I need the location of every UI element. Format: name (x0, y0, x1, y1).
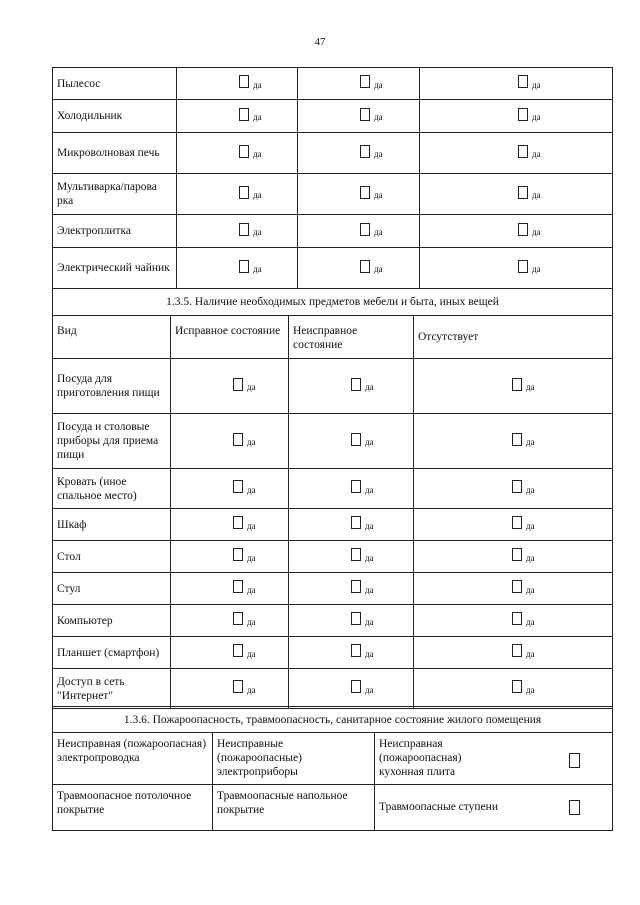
checkbox-label: да (532, 227, 541, 238)
hazard-label: Неисправная (пожароопасная) электропроводка (53, 733, 213, 785)
furniture-table (52, 288, 613, 709)
checkbox[interactable] (360, 223, 370, 236)
checkbox-label: да (365, 584, 374, 595)
checkbox[interactable] (233, 480, 243, 493)
column-header: Исправное состояние (171, 316, 289, 359)
checkbox[interactable] (518, 223, 528, 236)
checkbox-cell (298, 215, 420, 248)
checkbox-cell (298, 174, 420, 215)
checkbox-label: да (374, 149, 383, 160)
checkbox-label: да (526, 552, 535, 563)
checkbox-label: да (247, 584, 256, 595)
checkbox[interactable] (239, 260, 249, 273)
header-row (53, 316, 613, 359)
checkbox-cell (289, 469, 414, 509)
checkbox-label: да (526, 382, 535, 393)
checkbox-label: да (526, 437, 535, 448)
checkbox-label: да (526, 616, 535, 627)
checkbox-cell (171, 605, 289, 637)
checkbox-label: да (247, 552, 256, 563)
checkbox[interactable] (512, 433, 522, 446)
checkbox[interactable] (233, 378, 243, 391)
checkbox-cell (177, 174, 298, 215)
item-label: Микроволновая печь (53, 133, 177, 174)
checkbox-cell (298, 133, 420, 174)
checkbox-cell (289, 509, 414, 541)
checkbox-label: да (365, 552, 374, 563)
table-row (53, 68, 613, 100)
checkbox-cell (171, 573, 289, 605)
item-label: Холодильник (53, 100, 177, 133)
checkbox[interactable] (512, 580, 522, 593)
checkbox-label: да (247, 437, 256, 448)
checkbox-label: да (374, 79, 383, 90)
checkbox-cell (420, 215, 613, 248)
hazard-label: Травмоопасное потолочное покрытие (53, 785, 213, 831)
checkbox-label: да (247, 684, 256, 695)
table-row (53, 469, 613, 509)
table-row (53, 509, 613, 541)
checkbox-label: да (526, 648, 535, 659)
column-header: Вид (53, 316, 171, 359)
column-header: Отсутствует (414, 316, 613, 359)
checkbox-cell (171, 509, 289, 541)
item-label: Шкаф (53, 509, 171, 541)
checkbox[interactable] (360, 260, 370, 273)
checkbox[interactable] (233, 680, 243, 693)
checkbox-cell (177, 133, 298, 174)
item-label: Стул (53, 573, 171, 605)
checkbox[interactable] (233, 580, 243, 593)
appliances-table (52, 67, 613, 289)
checkbox-label: да (247, 382, 256, 393)
table-row (53, 215, 613, 248)
checkbox-cell (171, 669, 289, 709)
checkbox-label: да (365, 684, 374, 695)
checkbox-cell (171, 359, 289, 414)
page-number: 47 (314, 36, 326, 48)
checkbox-cell (289, 637, 414, 669)
checkbox-cell (177, 215, 298, 248)
checkbox[interactable] (351, 433, 361, 446)
safety-table (52, 706, 613, 831)
checkbox[interactable] (233, 433, 243, 446)
checkbox-label: да (365, 437, 374, 448)
item-label: Посуда и столовые приборы для приема пищи (53, 414, 171, 469)
checkbox[interactable] (569, 800, 580, 815)
checkbox[interactable] (360, 108, 370, 121)
hazard-cell (375, 785, 613, 831)
checkbox-label: да (365, 648, 374, 659)
checkbox[interactable] (569, 753, 580, 768)
checkbox-cell (289, 605, 414, 637)
section-title: 1.3.6. Пожароопасность, травмоопасность, санитарное состояние жилого помещения (53, 707, 613, 733)
checkbox-cell (298, 248, 420, 289)
table-row (53, 733, 613, 785)
checkbox-cell (177, 68, 298, 100)
checkbox[interactable] (360, 145, 370, 158)
checkbox[interactable] (512, 644, 522, 657)
checkbox-cell (420, 68, 613, 100)
checkbox[interactable] (351, 378, 361, 391)
checkbox[interactable] (360, 75, 370, 88)
checkbox[interactable] (351, 612, 361, 625)
checkbox[interactable] (512, 680, 522, 693)
hazard-label: Травмоопасные напольное покрытие (213, 785, 375, 831)
section-title-row (53, 707, 613, 733)
checkbox-cell (289, 573, 414, 605)
checkbox-cell (414, 469, 613, 509)
checkbox[interactable] (239, 75, 249, 88)
checkbox-cell (420, 100, 613, 133)
checkbox-cell (414, 414, 613, 469)
checkbox-label: да (247, 616, 256, 627)
checkbox[interactable] (351, 580, 361, 593)
checkbox-label: да (253, 264, 262, 275)
table-row (53, 248, 613, 289)
checkbox-label: да (526, 684, 535, 695)
checkbox-label: да (374, 264, 383, 275)
checkbox-cell (177, 100, 298, 133)
checkbox-cell (171, 637, 289, 669)
checkbox-cell (289, 359, 414, 414)
checkbox[interactable] (512, 378, 522, 391)
checkbox-label: да (374, 112, 383, 123)
hazard-label: Травмоопасные ступени (379, 801, 498, 813)
checkbox-label: да (253, 112, 262, 123)
item-label: Кровать (иное спальное место) (53, 469, 171, 509)
checkbox-label: да (365, 616, 374, 627)
checkbox[interactable] (518, 186, 528, 199)
checkbox[interactable] (233, 644, 243, 657)
checkbox[interactable] (351, 480, 361, 493)
checkbox-cell (177, 248, 298, 289)
checkbox-cell (171, 541, 289, 573)
checkbox[interactable] (512, 516, 522, 529)
checkbox-cell (414, 605, 613, 637)
checkbox[interactable] (512, 548, 522, 561)
checkbox-cell (289, 669, 414, 709)
checkbox-cell (298, 68, 420, 100)
checkbox[interactable] (518, 108, 528, 121)
item-label: Стол (53, 541, 171, 573)
table-row (53, 359, 613, 414)
item-label: Доступ в сеть "Интернет" (53, 669, 171, 709)
table-row (53, 573, 613, 605)
checkbox-cell (414, 637, 613, 669)
item-label: Пылесос (53, 68, 177, 100)
item-label: Посуда для приготовления пищи (53, 359, 171, 414)
item-label: Компьютер (53, 605, 171, 637)
checkbox-label: да (247, 484, 256, 495)
item-label: Электроплитка (53, 215, 177, 248)
hazard-label: Неисправная (пожароопасная) кухонная плита (379, 738, 462, 778)
checkbox-label: да (374, 227, 383, 238)
table-row (53, 785, 613, 831)
table-row (53, 174, 613, 215)
hazard-cell (375, 733, 613, 785)
checkbox[interactable] (518, 145, 528, 158)
checkbox-cell (289, 414, 414, 469)
checkbox[interactable] (351, 644, 361, 657)
checkbox[interactable] (239, 108, 249, 121)
table-row (53, 133, 613, 174)
checkbox-cell (414, 573, 613, 605)
checkbox-label: да (365, 382, 374, 393)
checkbox-label: да (532, 190, 541, 201)
checkbox[interactable] (233, 612, 243, 625)
checkbox-label: да (526, 484, 535, 495)
item-label: Мультиварка/парова рка (53, 174, 177, 215)
column-header: Неисправное состояние (289, 316, 414, 359)
checkbox-label: да (532, 112, 541, 123)
checkbox-label: да (247, 648, 256, 659)
checkbox-label: да (253, 79, 262, 90)
hazard-label: Неисправные (пожароопасные) электроприборы (213, 733, 375, 785)
checkbox-cell (289, 541, 414, 573)
table-row (53, 414, 613, 469)
checkbox-label: да (253, 227, 262, 238)
table-row (53, 637, 613, 669)
checkbox-label: да (253, 149, 262, 160)
checkbox-cell (298, 100, 420, 133)
checkbox[interactable] (518, 75, 528, 88)
checkbox[interactable] (512, 612, 522, 625)
checkbox[interactable] (233, 516, 243, 529)
checkbox-cell (171, 469, 289, 509)
checkbox[interactable] (518, 260, 528, 273)
checkbox-cell (414, 359, 613, 414)
checkbox-cell (420, 174, 613, 215)
checkbox-cell (171, 414, 289, 469)
table-row (53, 100, 613, 133)
checkbox-label: да (532, 149, 541, 160)
checkbox[interactable] (233, 548, 243, 561)
checkbox[interactable] (360, 186, 370, 199)
checkbox-label: да (532, 79, 541, 90)
checkbox-label: да (526, 520, 535, 531)
checkbox-label: да (253, 190, 262, 201)
checkbox-cell (414, 669, 613, 709)
checkbox-label: да (365, 520, 374, 531)
checkbox-label: да (247, 520, 256, 531)
checkbox[interactable] (351, 680, 361, 693)
checkbox-cell (420, 248, 613, 289)
checkbox[interactable] (351, 548, 361, 561)
section-title: 1.3.5. Наличие необходимых предметов мебели и быта, иных вещей (53, 289, 613, 316)
checkbox[interactable] (512, 480, 522, 493)
checkbox-label: да (374, 190, 383, 201)
checkbox[interactable] (239, 223, 249, 236)
table-row (53, 669, 613, 709)
item-label: Планшет (смартфон) (53, 637, 171, 669)
checkbox[interactable] (351, 516, 361, 529)
table-row (53, 541, 613, 573)
checkbox-label: да (526, 584, 535, 595)
table-row (53, 605, 613, 637)
checkbox[interactable] (239, 145, 249, 158)
section-title-row (53, 289, 613, 316)
checkbox-cell (414, 509, 613, 541)
checkbox-label: да (532, 264, 541, 275)
checkbox-label: да (365, 484, 374, 495)
item-label: Электрический чайник (53, 248, 177, 289)
checkbox-cell (420, 133, 613, 174)
checkbox[interactable] (239, 186, 249, 199)
checkbox-cell (414, 541, 613, 573)
